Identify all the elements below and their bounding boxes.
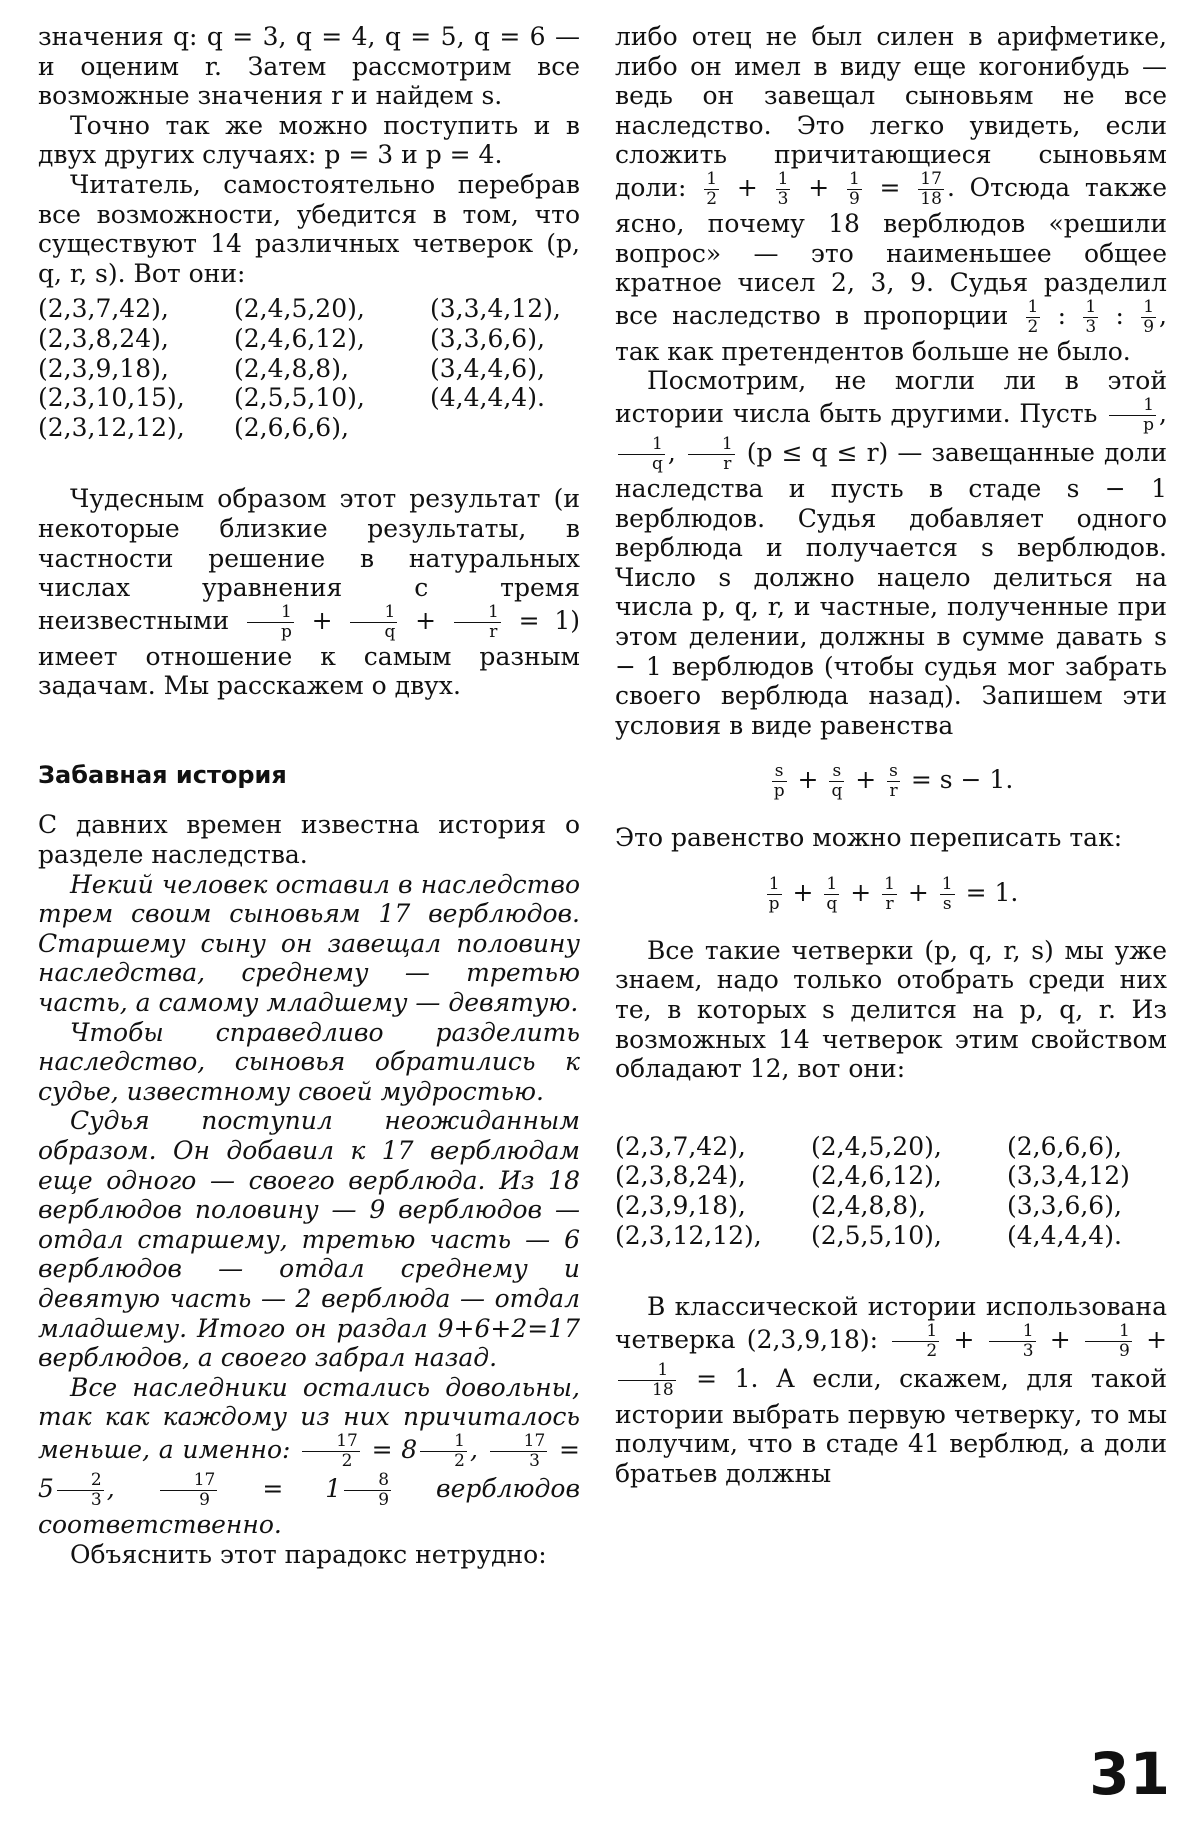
quadruple: (4,4,4,4). <box>1007 1220 1122 1250</box>
paragraph: Это равенство можно переписать так: <box>615 823 1123 853</box>
quadruple: (2,3,7,42), <box>615 1131 746 1161</box>
quadruple: (4,4,4,4). <box>430 383 545 413</box>
right-column <box>615 22 1167 1489</box>
quadruple: (2,6,6,6), <box>234 412 349 442</box>
italic-paragraph: Некий человек оставил в наследство трем своим сыновьям 17 верблюдов. Старшему сыну он завещал половину наследства, среднему — третью часть, а самому младшему — девятую. <box>38 869 580 1018</box>
quadruple: (2,3,12,12), <box>615 1220 762 1250</box>
paragraph: Чудесным образом этот результат (и некоторые близкие результаты, в частности решение в натуральных числах уравнения с тремя неизвестными $\frac{1}{p}$ + $\frac{1}{q}$ + $\frac{1}{r}$ = 1) имеет отношение к самым разным задачам. Мы расскажем о двух. <box>38 484 581 701</box>
quadruple-list <box>615 1132 1167 1250</box>
quadruple: (2,3,12,12), <box>38 412 185 442</box>
paragraph: либо отец не был силен в арифметике, либо он имел в виду еще когонибудь — ведь он завещал сыновьям не все наследство. Это легко увидеть, если сложить причитающиеся сыновьям доли: $\frac{1}{2}$ + $\frac{1}{3}$ + $\frac{1}{9}$ = $\frac{17}{18}$ . Отсюда также ясно, почему 18 верблюдов «решили вопрос» — это наименьшее общее кратное чисел 2, 3, 9. Судья разделил все наследство в пропорции $\frac{1}{2}$ : $\frac{1}{3}$ : $\frac{1}{9}$ , так как претендентов больше не было. <box>615 22 1168 366</box>
italic-paragraph: Все наследники остались довольны, так как каждому из них причиталось меньше, а именно: $\frac{17}{2}$ = 8 $\frac{1}{2}$ , $\frac{17}{3}$ = 5 $\frac{2}{3}$ , $\frac{17}{9}$ = 1 $\frac{8}{9}$ верблюдов соответственно. <box>38 1372 580 1539</box>
quadruple: (2,4,8,8), <box>811 1191 926 1221</box>
italic-paragraph: Чтобы справедливо разделить наследство, сыновья обратились к судье, известному своей мудростью. <box>38 1017 580 1106</box>
quadruple <box>430 413 580 443</box>
quadruple: (3,3,6,6), <box>1007 1191 1122 1221</box>
paragraph: Посмотрим, не могли ли в этой истории числа быть другими. Пусть $\frac{1}{p}$ , $\frac{1}{q}$ , $\frac{1}{r}$ (p ≤ q ≤ r) — завещанные доли наследства и пусть в стаде s − 1 верблюдов. Судья добавляет одного верблюда и получается s верблюдов. Число s должно нацело делиться на числа p, q, r, и частные, полученные при этом делении, должны в сумме давать s − 1 верблюдов (чтобы судья мог забрать своего верблюда назад). Запишем эти условия в виде равенства <box>615 366 1167 740</box>
italic-paragraph: Судья поступил неожиданным образом. Он добавил к 17 верблюдам еще одного — своего верблюда. Из 18 верблюдов половину — 9 верблюдов — отдал старшему, третью часть — 6 верблюдов — отдал среднему и девятую часть — 2 верблюда — отдал младшему. Итого он раздал 9+6+2=17 верблюдов, а своего забрал назад. <box>38 1106 580 1373</box>
section-heading: Забавная история <box>38 760 287 789</box>
quadruple: (2,4,5,20), <box>234 294 365 324</box>
paragraph: значения q: q = 3, q = 4, q = 5, q = 6 — и оценим r. Затем рассмотрим все возможные значения r и найдем s. <box>38 22 580 111</box>
paragraph: С давних времен известна история о разделе наследства. <box>38 810 580 870</box>
quadruple: (3,4,4,6), <box>430 353 545 383</box>
paragraph: Объяснить этот парадокс нетрудно: <box>70 1539 547 1569</box>
quadruple: (2,6,6,6), <box>1007 1131 1122 1161</box>
quadruple: (2,3,9,18), <box>615 1191 746 1221</box>
quadruple: (2,4,8,8), <box>234 353 349 383</box>
quadruple: (2,3,9,18), <box>38 353 169 383</box>
quadruple: (3,3,4,12) <box>1007 1161 1130 1191</box>
paragraph: Точно так же можно поступить и в двух других случаях: p = 3 и p = 4. <box>38 110 580 170</box>
quadruple: (2,3,8,24), <box>615 1161 746 1191</box>
quadruple: (2,5,5,10), <box>234 383 365 413</box>
paragraph: Все такие четверки (p, q, r, s) мы уже знаем, надо только отобрать среди них те, в которых s делится на p, q, r. Из возможных 14 четверок этим свойством обладают 12, вот они: <box>615 935 1167 1084</box>
quadruple: (2,4,6,12), <box>811 1161 942 1191</box>
quadruple: (2,4,5,20), <box>811 1131 942 1161</box>
quadruple: (2,5,5,10), <box>811 1220 942 1250</box>
quadruple: (3,3,4,12), <box>430 294 561 324</box>
page-number: 31 <box>1089 1740 1170 1808</box>
quadruple-list <box>38 294 580 442</box>
paragraph: Читатель, самостоятельно перебрав все возможности, убедится в том, что существуют 14 различных четверок (p, q, r, s). Вот они: <box>38 169 580 288</box>
quadruple: (3,3,6,6), <box>430 323 545 353</box>
left-column <box>38 22 580 1569</box>
quadruple: (2,3,8,24), <box>38 323 169 353</box>
quadruple: (2,4,6,12), <box>234 323 365 353</box>
equation: $\frac{s}{p}$ + $\frac{s}{q}$ + $\frac{s}{r}$ = s − 1. <box>773 761 1014 802</box>
quadruple: (2,3,7,42), <box>38 294 169 324</box>
quadruple: (2,3,10,15), <box>38 383 185 413</box>
paragraph: В классической истории использована четверка (2,3,9,18): $\frac{1}{2}$ + $\frac{1}{3}$ + $\frac{1}{9}$ + $\frac{1}{18}$ = 1. А если, скажем, для такой истории выбрать первую четверку, то мы получим, что в стаде 41 верблюд, а доли братьев должны <box>615 1292 1168 1488</box>
equation: $\frac{1}{p}$ + $\frac{1}{q}$ + $\frac{1}{r}$ + $\frac{1}{s}$ = 1. <box>768 873 1019 914</box>
